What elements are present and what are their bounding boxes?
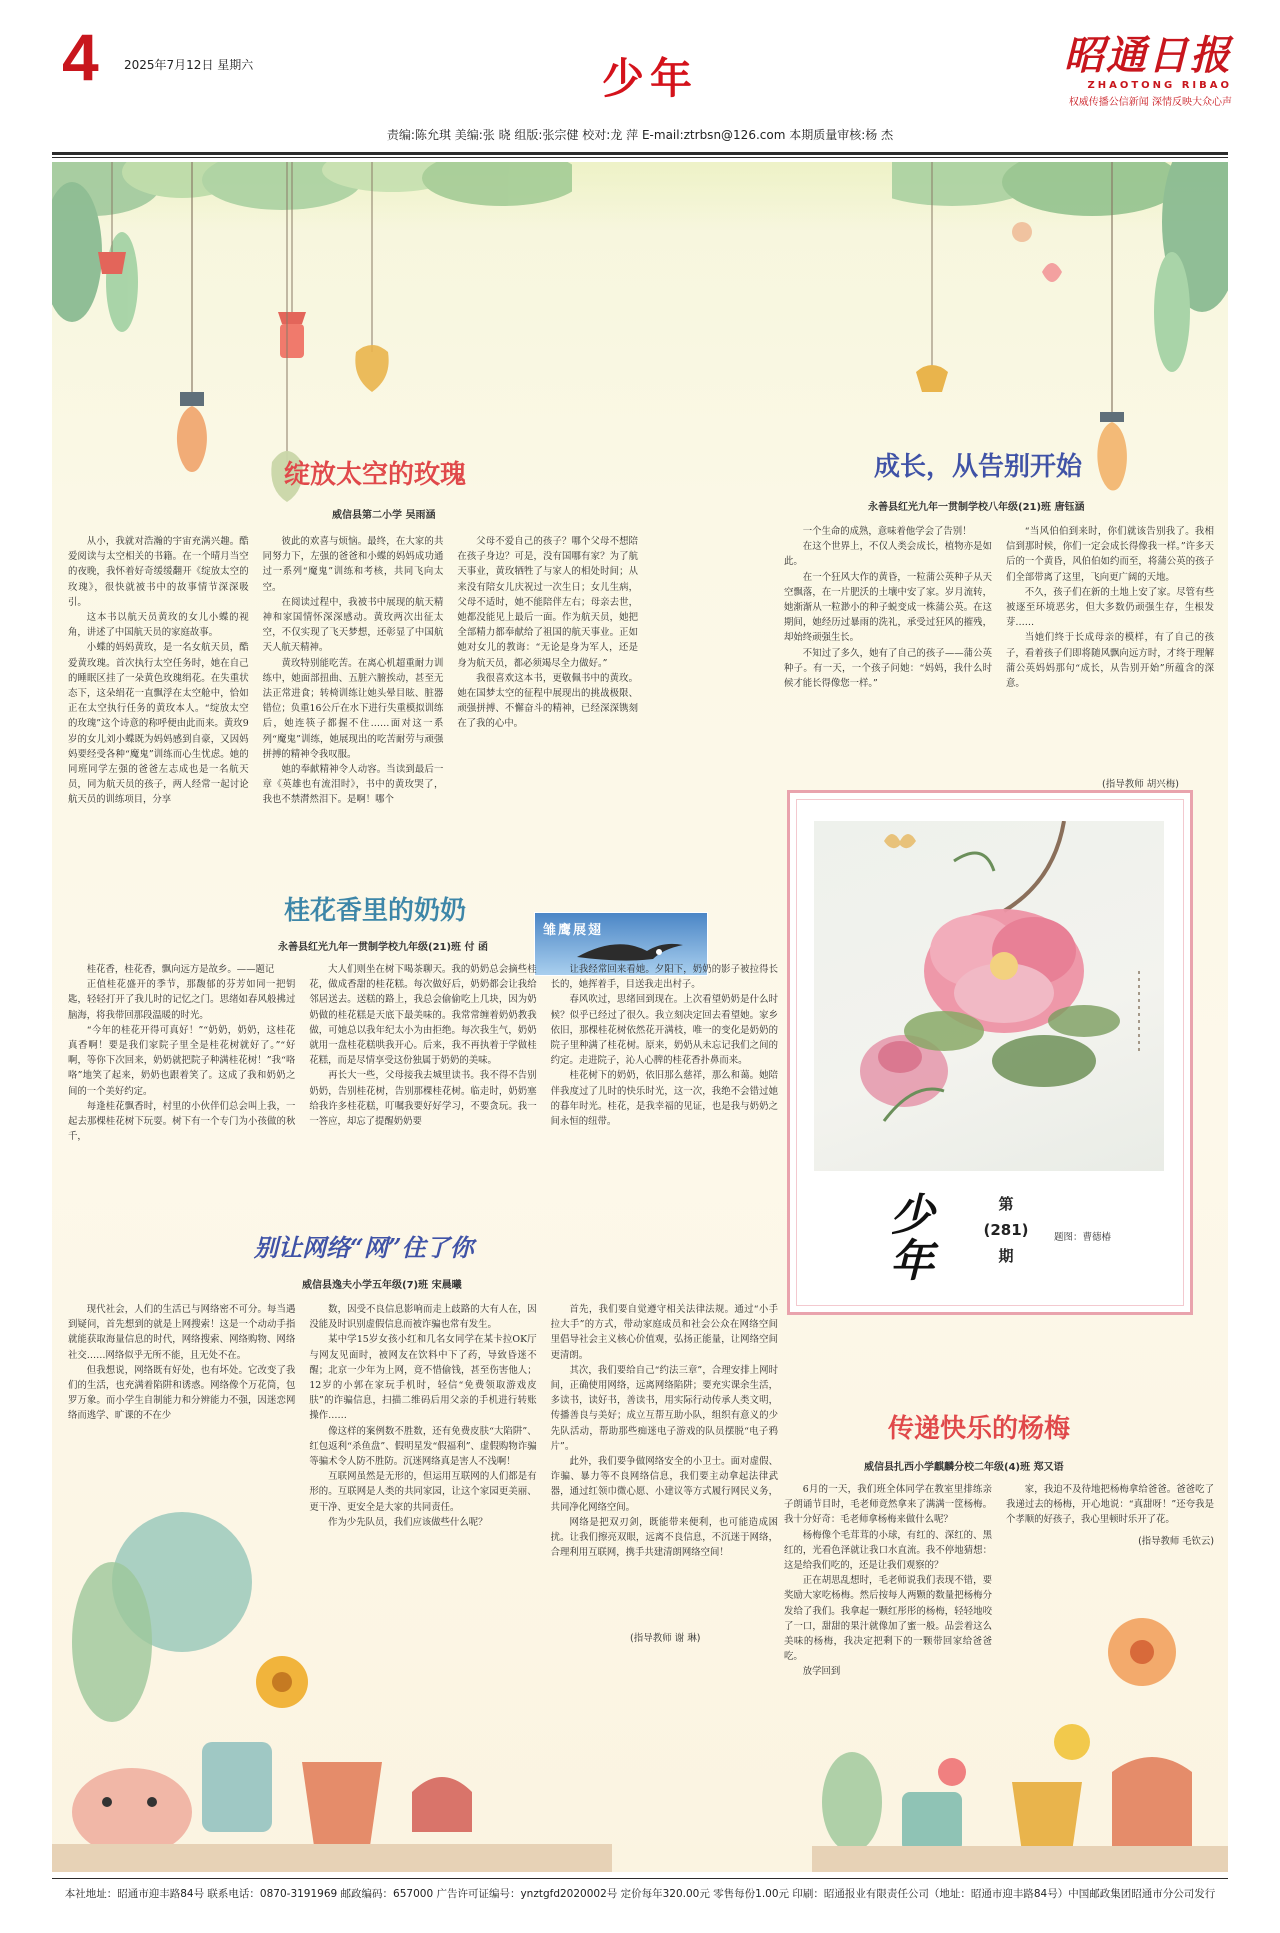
paragraph: 但我想说，网络既有好处，也有坏处。它改变了我们的生活，也充满着陷阱和诱惑。网络像个万花筒，包罗万象。而小学生自制能力和分辨能力不强，因迷恋网络而逃学、旷课的不在少 bbox=[68, 1364, 296, 1422]
article-column bbox=[68, 962, 295, 1144]
peony-painting bbox=[814, 821, 1164, 1171]
publisher-footer: 本社地址：昭通市迎丰路84号 联系电话：0870-3191969 邮政编码：657000 广告许可证编号：ynztgfd2020002号 定价每年320.00元 零售每份1.00元 印刷：昭通报业有限责任公司（地址：昭通市迎丰路84号）中国邮政集团昭通市分公司发行 bbox=[64, 1888, 1216, 1900]
publication-date: 2025年7月12日 星期六 bbox=[124, 58, 254, 72]
paragraph: “今年的桂花开得可真好！”“奶奶，奶奶，这桂花真香啊！要是我们家院子里全是桂花树就好了。”“好啊，等你下次回来，奶奶就把院子种满桂花树！”我“咯咯”地笑了起来，奶奶也跟着笑了。这成了我和奶奶之间的一个美好约定。 bbox=[68, 1024, 296, 1097]
paragraph: 某中学15岁女孩小红和几名女同学在某卡拉OK厅与网友见面时，被网友在饮料中下了药，导致昏迷不醒；北京一少年为上网，竟不惜偷钱，甚至伤害他人；12岁的小郭在家玩手机时，轻信“免费领取游戏皮肤”的诈骗信息，扫描二维码后用父亲的手机进行转账操作…… bbox=[309, 1334, 537, 1422]
article-column bbox=[309, 962, 536, 1129]
column-calligraphy: 少年 bbox=[890, 1190, 934, 1287]
logo-wordmark: 昭通日报 bbox=[1064, 32, 1232, 79]
paragraph: 黄玫特别能吃苦。在离心机超重耐力训练中，她面部扭曲、五脏六腑挨动，甚至无法正常进食；转椅训练让她头晕目眩、脏器错位；负重16公斤在水下进行失重模拟训练后，她连筷子都握不住……面对这一系列“魔鬼”训练，她展现出的吃苦耐劳与顽强拼搏的精神令我叹服。 bbox=[262, 657, 444, 760]
paragraph: 像这样的案例数不胜数，还有免费皮肤“大陷阱”、红包返利“杀鱼盘”、假明星发“假福利”、虚假购物诈骗等骗术令人防不胜防。沉迷网络真是害人不浅啊！ bbox=[309, 1425, 537, 1468]
paragraph: 此外，我们要争做网络安全的小卫士。面对虚假、诈骗、暴力等不良网络信息，我们要主动拿起法律武器，通过红领巾微心愿、小建议等方式履行网民义务，共同净化网络空间。 bbox=[550, 1456, 778, 1513]
teacher-credit: (指导教师 毛钦云) bbox=[1138, 1535, 1214, 1547]
paragraph: 数，因受不良信息影响而走上歧路的大有人在，因没能及时识别虚假信息而被诈骗也常有发生。 bbox=[309, 1304, 537, 1331]
byline-rose: 威信县第二小学 吴雨涵 bbox=[332, 510, 436, 521]
byline-internet: 威信县逸夫小学五年级(7)班 宋晨曦 bbox=[302, 1280, 462, 1291]
hanging-lamps-illustration bbox=[52, 162, 572, 502]
paragraph: 她的奉献精神令人动容。当读到最后一章《英雄也有流泪时》，书中的黄玫哭了，我也不禁潸然泪下。是啊！哪个 bbox=[262, 764, 444, 806]
article-title-rose: 绽放太空的玫瑰 bbox=[284, 460, 467, 490]
paragraph: 桂花香，桂花香，飘向远方是故乡。——题记 bbox=[86, 964, 275, 975]
paragraph: 首先，我们要自觉遵守相关法律法规。通过“小手拉大手”的方式，带动家庭成员和社会公众在网络空间里倡导社会主义核心价值观，弘扬正能量，让网络空间更清朗。 bbox=[550, 1304, 778, 1361]
paragraph: 让我经常回来看她。夕阳下，奶奶的影子被拉得长长的，她挥着手，目送我走出村子。 bbox=[550, 964, 778, 991]
article-body-osmanthus bbox=[68, 962, 778, 1202]
column-feature-frame bbox=[787, 790, 1193, 1315]
paragraph: 从小，我就对浩瀚的宇宙充满兴趣。酷爱阅读与太空相关的书籍。在一个晴月当空的夜晚，我怀着好奇缓缓翻开《绽放太空的玫瑰》，很快就被书中的故事情节深深吸引。 bbox=[68, 536, 249, 608]
paragraph: 不知过了多久，她有了自己的孩子——蒲公英种子。有一天，一个孩子问她：“妈妈，我什么时候才能长得像您一样。” bbox=[784, 647, 992, 690]
paragraph: 6月的一天，我们班全体同学在教室里排练亲子朗诵节目时，毛老师竟然拿来了满满一筐杨梅。我十分好奇：毛老师拿杨梅来做什么呢？ bbox=[784, 1484, 992, 1526]
byline-bayberry: 威信县扎西小学麒麟分校二年级(4)班 郑又语 bbox=[864, 1462, 1064, 1473]
article-column bbox=[263, 534, 444, 808]
article-body-internet bbox=[68, 1302, 778, 1628]
article-column bbox=[784, 1482, 992, 1680]
paragraph: 大人们则坐在树下喝茶聊天。我的奶奶总会摘些桂花，做成香甜的桂花糕。每次做好后，奶奶都会让我给邻居送去。送糕的路上，我总会偷偷吃上几块，因为奶奶做的桂花糕是天底下最美味的。我常常缠着奶奶教我做，可她总以我年纪太小为由拒绝。每次我生气，奶奶就用一盘桂花糕哄我开心。后来，我不再执着于学做桂花糕，而是尽情享受这份独属于奶奶的美味。 bbox=[309, 964, 537, 1067]
header-rule bbox=[52, 152, 1228, 155]
article-title-bayberry: 传递快乐的杨梅 bbox=[888, 1414, 1071, 1444]
paragraph: 小蝶的妈妈黄玫，是一名女航天员，酷爱黄玫瑰。首次执行太空任务时，她在自己的睡眠区挂了一朵黄色玫瑰绢花。在失重状态下，这朵绢花一直飘浮在太空舱中，恰如正在太空执行任务的黄玫本人。“绽放太空的玫瑰”这个诗意的称呼便由此而来。黄玫9岁的女儿刘小蝶既为妈妈感到自豪，又因妈妈要经受各种“魔鬼”训练而心生忧虑。她的同班同学左强的爸爸左志成也是一名航天员，同为航天员的孩子，两人经常一起讨论航天员的训练项目，分享 bbox=[68, 642, 249, 806]
paragraph: 家，我迫不及待地把杨梅拿给爸爸。爸爸吃了我递过去的杨梅，开心地说：“真甜呀！”还夸我是个孝顺的好孩子，我心里顿时乐开了花。 bbox=[1006, 1484, 1214, 1526]
article-title-internet: 别让网络“网”住了你 bbox=[254, 1233, 474, 1262]
page-number: 4 bbox=[62, 20, 99, 94]
section-title: 少年 bbox=[601, 54, 698, 103]
paragraph: 再长大一些，父母接我去城里读书。我不得不告别奶奶，告别桂花树，告别那棵桂花树。临走时，奶奶塞给我许多桂花糕，叮嘱我要好好学习，不要贪玩。我一一答应，却忘了提醒奶奶要 bbox=[309, 1070, 537, 1128]
logo-slogan: 权威传播公信新闻 深情反映大众心声 bbox=[1068, 97, 1232, 108]
paragraph: 每逢桂花飘香时，村里的小伙伴们总会叫上我，一起去那棵桂花树下玩耍。树下有一个专门为小孩做的秋千， bbox=[68, 1100, 296, 1143]
footer-rule bbox=[52, 1878, 1228, 1879]
issue-number bbox=[976, 1191, 1036, 1269]
paragraph: 正值桂花盛开的季节，那馥郁的芬芳如同一把钥匙，轻轻打开了我儿时的记忆之门。思绪如春风般拂过脑海，将我带回那段温暖的时光。 bbox=[68, 979, 296, 1021]
editor-credits: 责编:陈允琪 美编:张 晓 组版:张宗健 校对:龙 萍 E-mail:ztrbsn@126.com 本期质量审核:杨 杰 bbox=[386, 128, 894, 142]
content-panel bbox=[52, 162, 1228, 1872]
article-column bbox=[309, 1302, 536, 1530]
byline-growth: 永善县红光九年一贯制学校八年级(21)班 唐钰涵 bbox=[868, 502, 1085, 513]
logo-pinyin: ZHAOTONG RIBAO bbox=[1087, 80, 1232, 91]
article-column bbox=[551, 1302, 778, 1560]
issue-label: 第 bbox=[998, 1195, 1014, 1213]
header-rule-thin bbox=[52, 157, 1228, 158]
article-column bbox=[68, 534, 249, 808]
paragraph: 桂花树下的奶奶，依旧那么慈祥，那么和蔼。她陪伴我度过了儿时的快乐时光，这一次，我绝不会错过她的暮年时光。桂花，是我幸福的见证，也是我与奶奶之间永恒的纽带。 bbox=[550, 1070, 778, 1128]
peony-icon bbox=[814, 821, 1164, 1171]
byline-osmanthus: 永善县红光九年一贯制学校九年级(21)班 付 函 bbox=[278, 942, 489, 953]
paragraph: 父母不爱自己的孩子？哪个父母不想陪在孩子身边？可是，没有国哪有家？为了航天事业，黄玫牺牲了与家人的相处时间；从来没有陪女儿庆祝过一次生日；女儿生病，父母不适时，她不能陪伴左右；母亲去世，她都没能见上最后一面。作为航天员，她把全部精力都奉献给了祖国的航天事业。正如她对女儿的教诲：“无论是身为军人，还是身为航天员，都必须竭尽全力做好。” bbox=[457, 536, 639, 669]
article-body-growth bbox=[784, 524, 1214, 774]
article-body-bayberry bbox=[784, 1482, 1214, 1742]
paragraph: 放学回到 bbox=[802, 1666, 841, 1678]
article-title-osmanthus: 桂花香里的奶奶 bbox=[284, 896, 467, 926]
article-column bbox=[68, 1302, 295, 1424]
teacher-credit: (指导教师 谢 琳) bbox=[630, 1633, 701, 1644]
paragraph: 春风吹过，思绪回到现在。上次看望奶奶是什么时候？似乎已经过了很久。我立刻决定回去看望她。家乡依旧，那棵桂花树依然花开满枝，唯一的变化是奶奶的院子里种满了桂花树。原来，奶奶从未忘记我们之间的约定。走进院子，沁人心脾的桂花香扑鼻而来。 bbox=[550, 994, 778, 1067]
paragraph: 互联网虽然是无形的，但运用互联网的人们都是有形的。互联网是人类的共同家园，让这个家园更美丽、更干净、更安全是大家的共同责任。 bbox=[309, 1471, 537, 1513]
paragraph: 在阅读过程中，我被书中展现的航天精神和家国情怀深深感动。黄玫两次出征太空，不仅实现了飞天梦想，还彰显了中国航天人航天精神。 bbox=[262, 596, 444, 654]
paragraph: 这本书以航天员黄玫的女儿小蝶的视角，讲述了中国航天员的家庭故事。 bbox=[68, 612, 249, 639]
paragraph: 其次，我们要给自己“约法三章”，合理安排上网时间，正确使用网络，远离网络陷阱；要充实课余生活，多读书，读好书，善读书，用实际行动传承人类文明，传播善良与美好；成立互帮互助小队，组织有意义的少先队活动，帮助那些痴迷电子游戏的队员摆脱“电子鸦片”。 bbox=[550, 1364, 778, 1452]
paragraph: 我很喜欢这本书，更敬佩书中的黄玫。她在国梦太空的征程中展现出的挑战极限、顽强拼搏、不懈奋斗的精神，已经深深镌刻在了我的心中。 bbox=[457, 672, 639, 730]
paragraph: 彼此的欢喜与烦恼。最终，在大家的共同努力下，左强的爸爸和小蝶的妈妈成功通过一系列“魔鬼”训练和考核，共同飞向太空。 bbox=[262, 536, 444, 593]
paragraph: 在这个世界上，不仅人类会成长，植物亦是如此。 bbox=[784, 541, 992, 568]
teacher-credit: (指导教师 胡兴梅) bbox=[1102, 779, 1179, 790]
paragraph: 杨梅像个毛茸茸的小球，有红的、深红的、黑红的，光看色泽就让我口水直流。我不停地猜想：这是给我们吃的，还是让我们观察的？ bbox=[784, 1529, 992, 1572]
article-column bbox=[1006, 524, 1214, 691]
paragraph: 不久，孩子们在新的土地上安了家。尽管有些被逐至环境恶劣，但大多数仍顽强生存，生根发芽…… bbox=[1006, 586, 1214, 629]
paragraph: “当风伯伯到来时，你们就该告别我了。我相信到那时候，你们一定会成长得像我一样。”许多天后的一个黄昏，风伯伯如约而至，将蒲公英的孩子们全部带离了这里，飞向更广阔的天地。 bbox=[1006, 526, 1214, 583]
article-column bbox=[784, 524, 992, 691]
paragraph: 在一个狂风大作的黄昏，一粒蒲公英种子从天空飘落，在一片肥沃的土壤中安了家。岁月流转，她渐渐从一粒渺小的种子蜕变成一株蒲公英。在这期间，她经历过暴雨的洗礼，承受过狂风的摧残，却始终顽强生长。 bbox=[784, 571, 992, 644]
newspaper-logo bbox=[1014, 34, 1232, 108]
article-column bbox=[1006, 1482, 1214, 1549]
paragraph: 现代社会，人们的生活已与网络密不可分。每当遇到疑问，首先想到的就是上网搜索！这是一个动动手指就能获取海量信息的时代，网络搜索、网络购物、网络社交……网络似乎无所不能，且无处不在。 bbox=[68, 1304, 296, 1361]
paragraph: 正在胡思乱想时，毛老师说我们表现不错，要奖励大家吃杨梅。然后按每人两颗的数量把杨梅分发给了我们。我拿起一颗红彤彤的杨梅，轻轻地咬了一口，甜甜的果汁就像加了蜜一般。品尝着这么美味的杨梅，我决定把剩下的一颗带回家给爸爸吃。 bbox=[784, 1575, 992, 1663]
image-caption: 雏鹰展翅 bbox=[543, 923, 604, 938]
article-column bbox=[457, 534, 638, 732]
article-title-growth: 成长，从告别开始 bbox=[874, 452, 1083, 482]
paragraph: 作为少先队员，我们应该做些什么呢？ bbox=[328, 1516, 488, 1528]
issue-suffix: 期 bbox=[998, 1247, 1014, 1265]
paragraph: 网络是把双刃剑，既能带来便利，也可能造成困扰。让我们擦亮双眼，远离不良信息，不沉迷于网络，合理利用互联网，携手共建清朗网络空间！ bbox=[550, 1516, 778, 1559]
illustration-credit: 题图：曹德椿 bbox=[1054, 1232, 1112, 1243]
paragraph: 一个生命的成熟，意味着他学会了告别！ bbox=[802, 526, 972, 537]
issue-value: (281) bbox=[983, 1221, 1029, 1239]
paragraph: 当她们终于长成母亲的模样，有了自己的孩子，看着孩子们即将随风飘向远方时，才终于理解蒲公英妈妈那句“成长，从告别开始”所蕴含的深意。 bbox=[1006, 632, 1214, 690]
article-column bbox=[551, 962, 778, 1129]
